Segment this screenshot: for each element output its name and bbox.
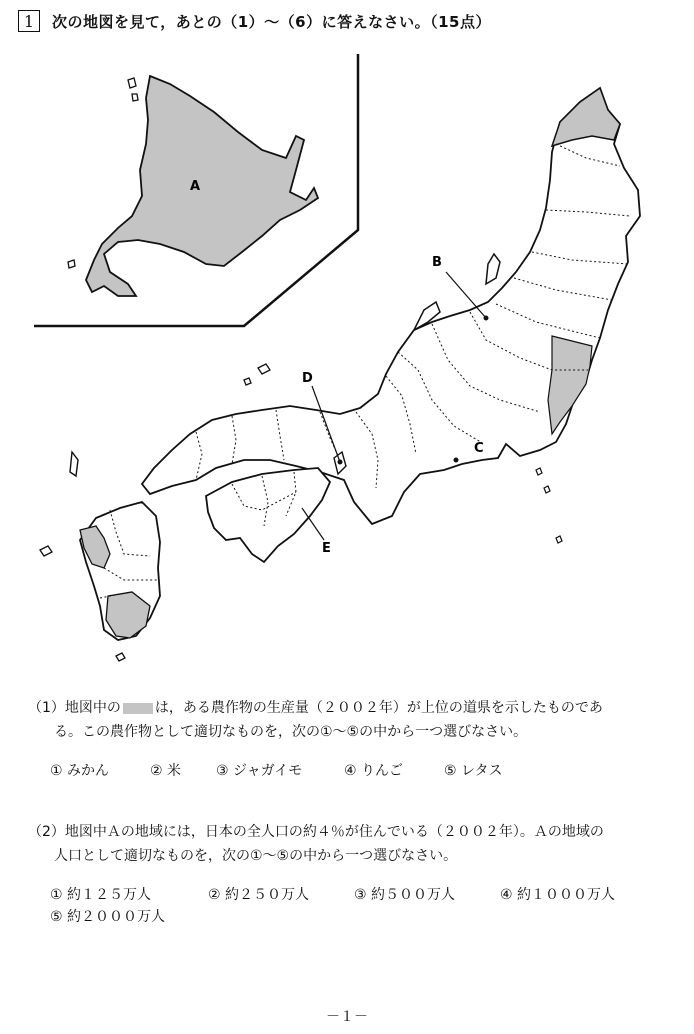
q2-line2: 人口として適切なものを，次の①～⑤の中から一つ選びなさい。 xyxy=(54,848,458,864)
label-a: A xyxy=(190,179,201,194)
japan-map xyxy=(0,40,694,680)
label-c: C xyxy=(474,441,484,456)
q1-option-5[interactable]: ⑤ レタス xyxy=(444,763,503,779)
q2-number: （2） xyxy=(28,824,65,840)
hokkaido-island-2 xyxy=(132,94,138,101)
q1-line1 xyxy=(28,696,678,720)
question-number-box: 1 xyxy=(18,10,40,32)
tsushima-island xyxy=(70,452,78,476)
q1-options xyxy=(50,760,502,780)
q1-option-3[interactable]: ③ ジャガイモ xyxy=(216,763,303,779)
label-d: D xyxy=(302,371,313,386)
q2-text-line1: 地図中Ａの地域には，日本の全人口の約４％が住んでいる（２００２年）。Ａの地域の xyxy=(64,824,604,840)
point-d xyxy=(338,460,343,465)
label-e: E xyxy=(322,541,331,556)
q1-line2: る。この農作物として適切なものを，次の①～⑤の中から一つ選びなさい。 xyxy=(54,724,528,740)
q2-option-3[interactable]: ③ 約５００万人 xyxy=(354,887,456,903)
oki-island-1 xyxy=(258,364,270,374)
q1-number: （1） xyxy=(28,700,65,716)
shaded-legend-swatch xyxy=(123,703,153,714)
q2-option-2[interactable]: ② 約２５０万人 xyxy=(208,887,310,903)
shikoku xyxy=(206,468,330,562)
q2-option-5[interactable]: ⑤ 約２０００万人 xyxy=(50,909,166,925)
hokkaido-island-3 xyxy=(68,260,75,268)
q2-line1 xyxy=(28,820,678,844)
q2-option-4[interactable]: ④ 約１０００万人 xyxy=(500,887,616,903)
question-instruction: 次の地図を見て，あとの（1）～（6）に答えなさい。（15点） xyxy=(52,12,491,31)
izu-island-1 xyxy=(536,468,542,475)
hokkaido-region-a xyxy=(86,76,318,296)
sado-island xyxy=(486,254,500,284)
q1-text-before: 地図中の xyxy=(64,700,121,716)
q1-option-4[interactable]: ④ りんご xyxy=(344,763,404,779)
q2-options-row1 xyxy=(50,884,615,904)
izu-island-3 xyxy=(556,536,562,543)
hokkaido-island-1 xyxy=(128,78,136,88)
nagano-shaded xyxy=(548,336,592,434)
point-c xyxy=(454,458,459,463)
label-b: B xyxy=(432,255,442,270)
yakushima-island xyxy=(116,653,125,661)
question-1 xyxy=(28,696,678,744)
question-2 xyxy=(28,820,678,868)
q1-text-after: は，ある農作物の生産量（２００２年）が上位の道県を示したものであ xyxy=(154,700,603,716)
izu-island-2 xyxy=(544,486,550,493)
oki-island-2 xyxy=(244,378,251,385)
q1-option-1[interactable]: ① みかん xyxy=(50,763,110,779)
aomori-shaded xyxy=(552,88,620,146)
goto-island xyxy=(40,546,52,556)
page-number: －１－ xyxy=(326,1009,368,1025)
q2-option-1[interactable]: ① 約１２５万人 xyxy=(50,887,152,903)
question-header xyxy=(18,8,491,34)
point-b xyxy=(484,316,489,321)
q2-options-row2 xyxy=(50,906,165,926)
q1-option-2[interactable]: ② 米 xyxy=(150,763,182,779)
